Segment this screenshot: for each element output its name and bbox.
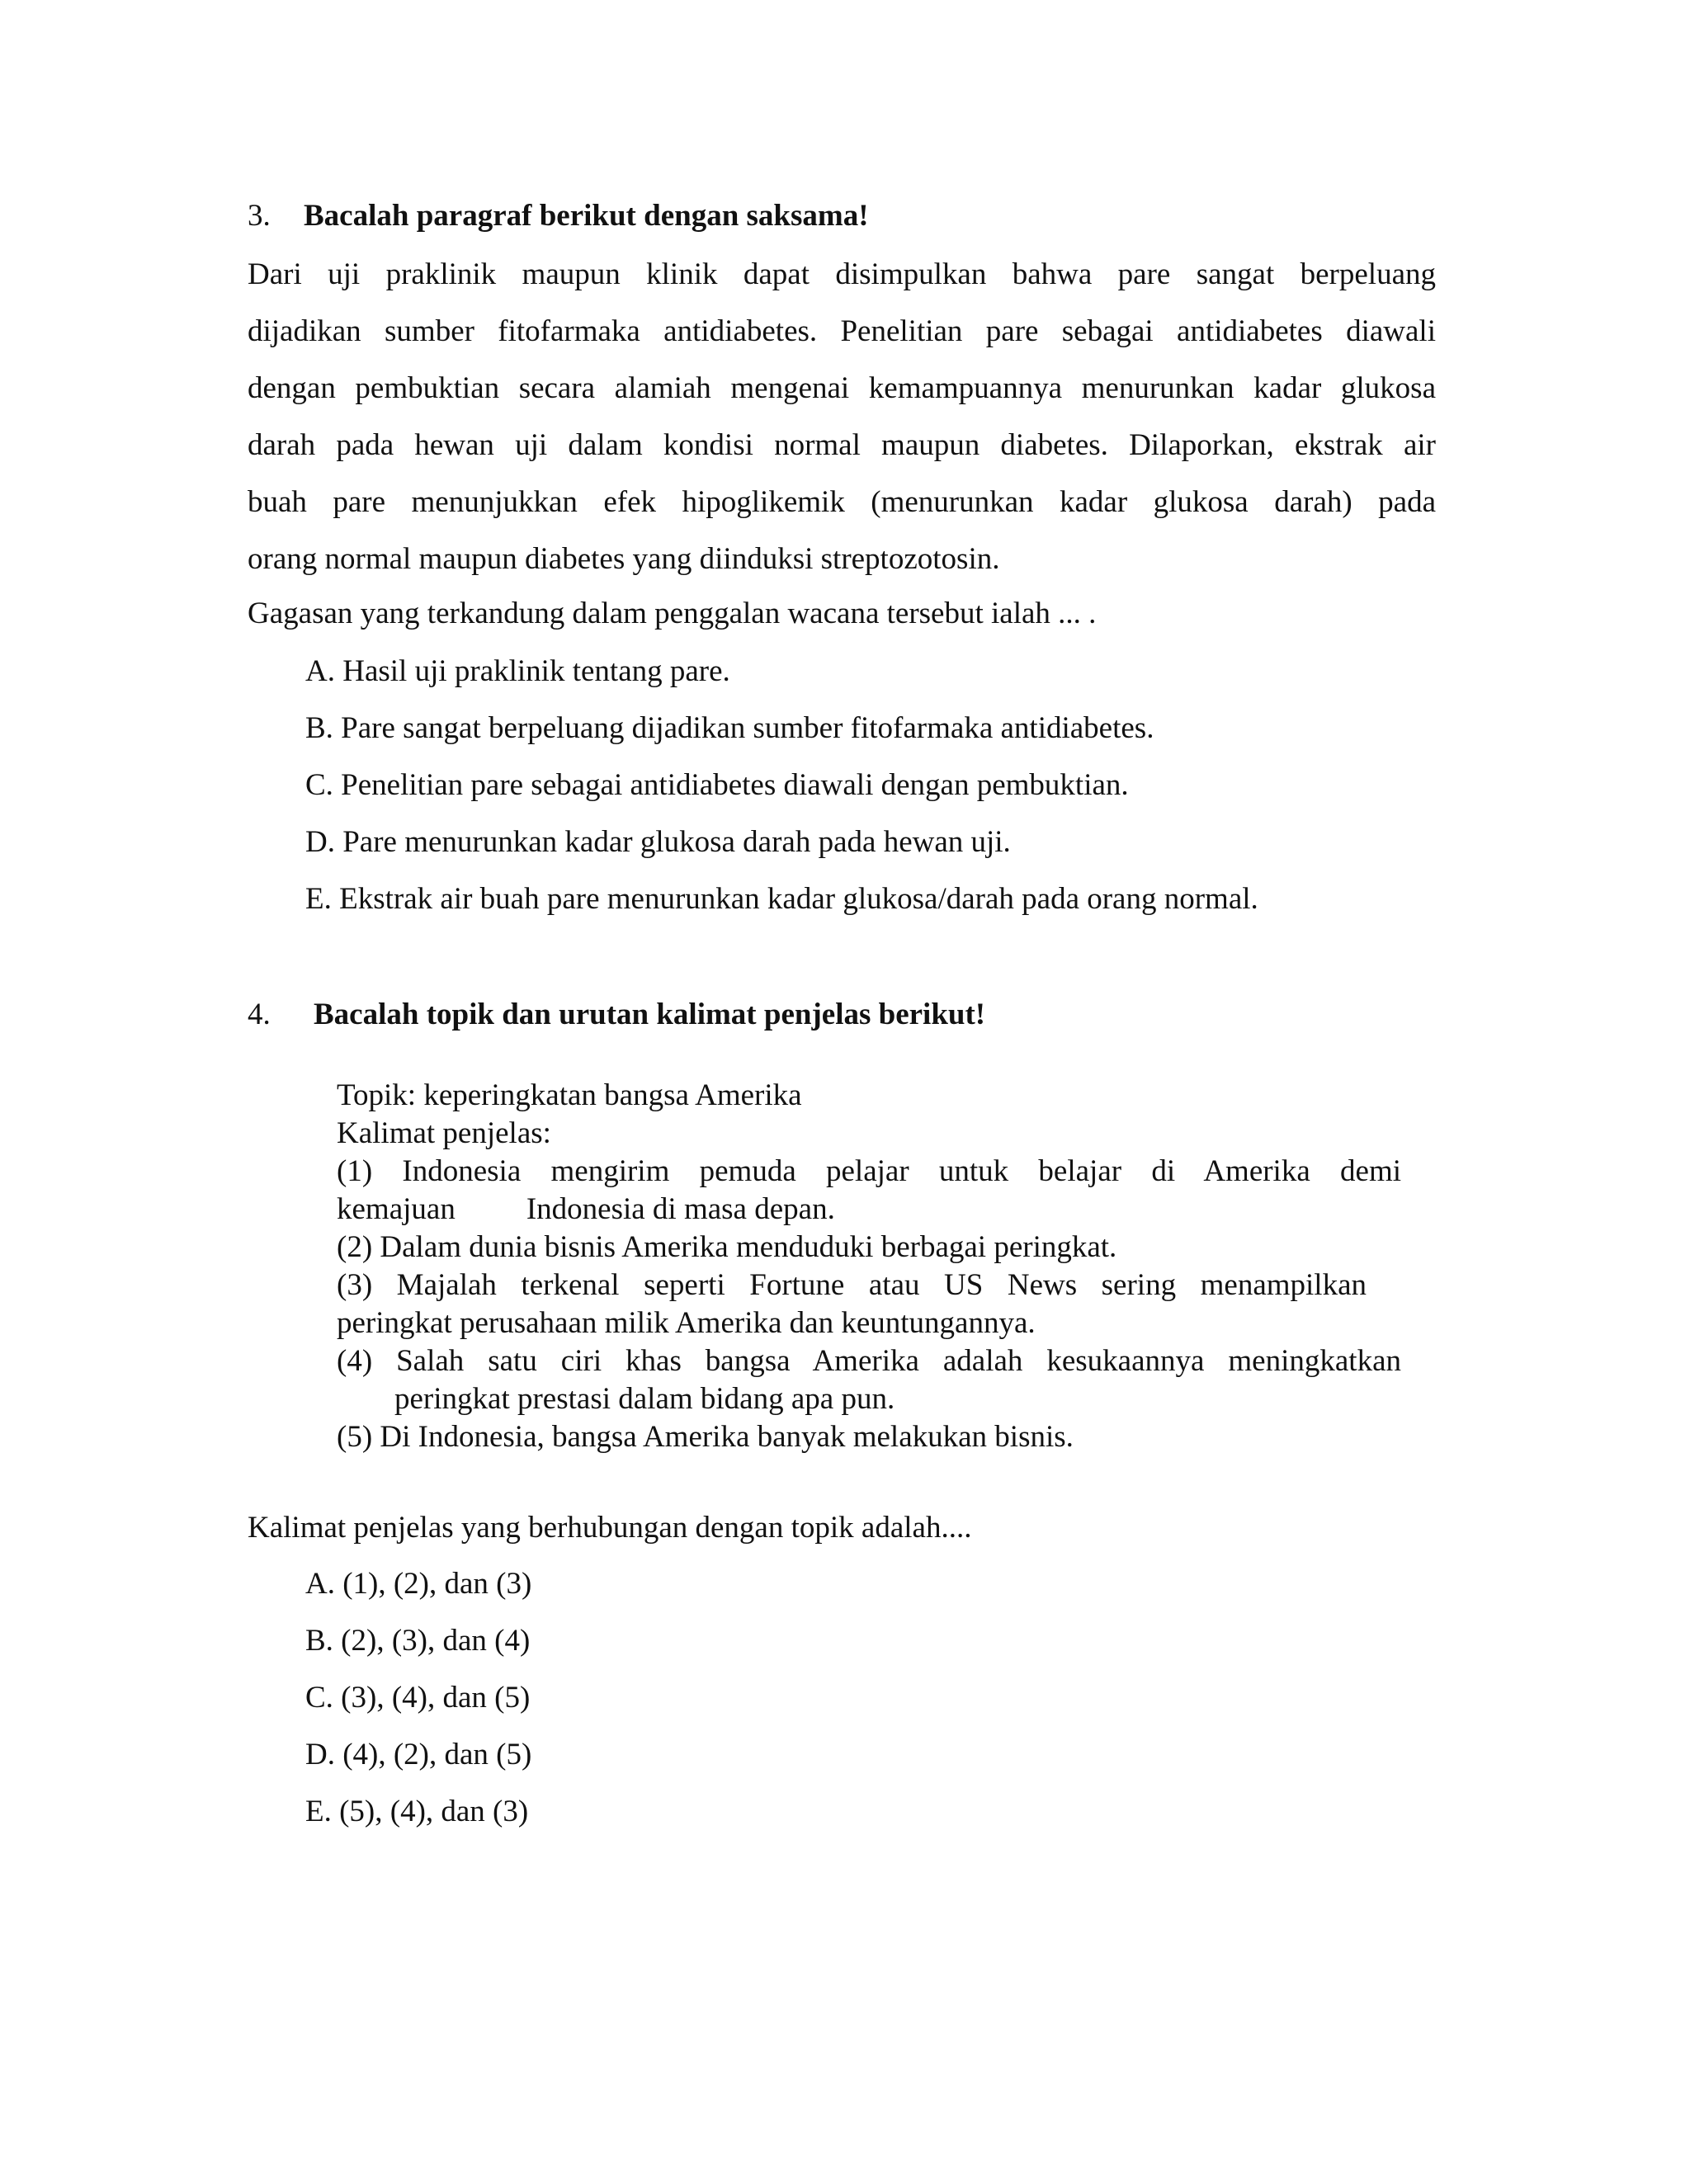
sentence-4-line-2: peringkat prestasi dalam bidang apa pun. — [394, 1382, 895, 1416]
paragraph-line: buah pare menunjukkan efek hipoglikemik (menurunkan kadar glukosa darah) pada — [248, 485, 1436, 519]
sentence-4-line-1: (4) Salah satu ciri khas bangsa Amerika adalah kesukaannya meningkatkan — [337, 1344, 1401, 1378]
question-3-paragraph — [248, 246, 1436, 587]
question-4-option-e[interactable]: E. (5), (4), dan (3) — [305, 1795, 529, 1828]
sentence-1-line-1: (1) Indonesia mengirim pemuda pelajar untuk belajar di Amerika demi — [337, 1154, 1401, 1188]
sentence-5: (5) Di Indonesia, bangsa Amerika banyak melakukan bisnis. — [337, 1420, 1074, 1454]
question-3-option-a[interactable]: A. Hasil uji praklinik tentang pare. — [305, 654, 730, 688]
question-4-topic-block — [337, 1077, 1401, 1456]
topic-line: Topik: keperingkatan bangsa Amerika — [337, 1078, 802, 1112]
question-3-option-d[interactable]: D. Pare menurunkan kadar glukosa darah pada hewan uji. — [305, 825, 1011, 859]
question-3-header — [248, 198, 1238, 234]
question-4-option-b[interactable]: B. (2), (3), dan (4) — [305, 1624, 531, 1658]
question-3-option-c[interactable]: C. Penelitian pare sebagai antidiabetes diawali dengan pembuktian. — [305, 768, 1129, 802]
sentence-1-continuation-b: Indonesia di masa depan. — [526, 1192, 835, 1226]
question-3-prompt: Gagasan yang terkandung dalam penggalan wacana tersebut ialah ... . — [248, 597, 1097, 630]
sentence-2: (2) Dalam dunia bisnis Amerika menduduki berbagai peringkat. — [337, 1230, 1117, 1264]
sentence-3-text: (3) Majalah terkenal seperti Fortune atau US News sering menampilkan — [337, 1268, 1367, 1302]
paragraph-line: dijadikan sumber fitofarmaka antidiabetes. Penelitian pare sebagai antidiabetes diawali — [248, 314, 1436, 348]
paragraph-line: Dari uji praklinik maupun klinik dapat disimpulkan bahwa pare sangat berpeluang — [248, 257, 1436, 291]
paragraph-line: dengan pembuktian secara alamiah mengenai kemampuannya menurunkan kadar glukosa — [248, 371, 1436, 405]
question-3-option-e[interactable]: E. Ekstrak air buah pare menurunkan kadar glukosa/darah pada orang normal. — [305, 882, 1258, 916]
question-4-prompt: Kalimat penjelas yang berhubungan dengan topik adalah.... — [248, 1511, 972, 1545]
question-4-number: 4. — [248, 998, 271, 1031]
sentence-3-line-1 — [337, 1267, 1367, 1304]
question-3-option-b[interactable]: B. Pare sangat berpeluang dijadikan sumber fitofarmaka antidiabetes. — [305, 711, 1154, 745]
question-4-title: Bacalah topik dan urutan kalimat penjelas berikut! — [314, 998, 986, 1031]
question-3-title: Bacalah paragraf berikut dengan saksama! — [304, 199, 869, 233]
paragraph-line: orang normal maupun diabetes yang diinduksi streptozotosin. — [248, 542, 1000, 576]
question-4-option-a[interactable]: A. (1), (2), dan (3) — [305, 1567, 532, 1601]
question-4-header — [248, 997, 1238, 1033]
paragraph-line: darah pada hewan uji dalam kondisi normal maupun diabetes. Dilaporkan, ekstrak air — [248, 428, 1436, 462]
sentence-1-line-2 — [337, 1191, 1401, 1229]
supporting-label: Kalimat penjelas: — [337, 1116, 551, 1150]
question-4-option-c[interactable]: C. (3), (4), dan (5) — [305, 1681, 531, 1715]
question-4-option-d[interactable]: D. (4), (2), dan (5) — [305, 1738, 532, 1771]
sentence-3-line-2: peringkat perusahaan milik Amerika dan keuntungannya. — [337, 1306, 1036, 1340]
question-3-number: 3. — [248, 199, 271, 233]
sentence-1-continuation-a: kemajuan — [337, 1192, 456, 1226]
